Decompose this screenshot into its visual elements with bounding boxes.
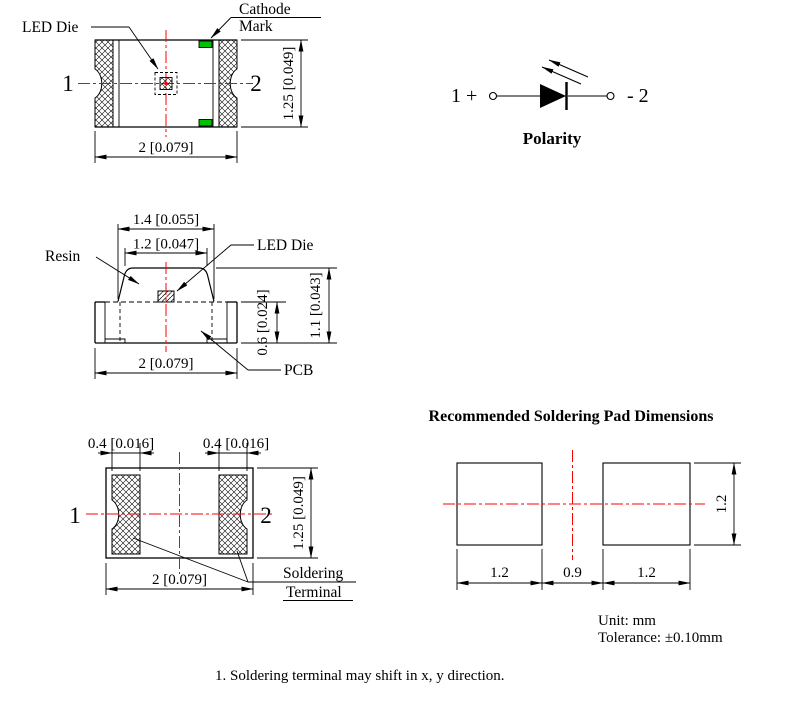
unit-note: Unit: mm — [598, 613, 656, 629]
die-center-dot — [164, 82, 168, 86]
pcb-height-dimension: 0.6 [0.024] — [255, 289, 271, 356]
cathode-label: - 2 — [627, 85, 649, 107]
pin1-label: 1 — [62, 71, 74, 96]
bottom-view — [69, 436, 356, 601]
light-emission-arrow — [549, 60, 588, 77]
pin2-label: 2 — [260, 503, 272, 528]
width-dimension: 2 [0.079] — [152, 572, 207, 588]
width-dimension: 2 [0.079] — [138, 356, 194, 372]
height-dimension: 1.25 [0.049] — [291, 476, 307, 550]
led-die-callout: LED Die — [257, 237, 314, 254]
pad-width-dimension: 1.2 — [637, 565, 656, 581]
cathode-mark-bottom — [199, 120, 212, 127]
pad-height-dimension: 1.2 — [714, 494, 730, 514]
polarity-caption: Polarity — [522, 129, 582, 148]
pin1-label: 1 — [69, 503, 81, 528]
terminal-width-dimension: 0.4 [0.016] — [202, 436, 270, 452]
polarity-diagram — [451, 60, 649, 148]
pin2-label: 2 — [250, 71, 262, 96]
cathode-mark-callout-line2: Mark — [239, 18, 273, 35]
led-die-callout: LED Die — [22, 19, 79, 36]
side-view — [45, 212, 337, 379]
cathode-terminal-node — [607, 93, 614, 100]
resin-callout: Resin — [45, 248, 81, 265]
top-view — [22, 1, 321, 163]
height-dimension: 1.25 [0.049] — [281, 46, 297, 121]
pcb-callout: PCB — [284, 362, 314, 379]
total-height-dimension: 1.1 [0.043] — [308, 272, 324, 339]
resin-top-dimension: 1.2 [0.047] — [132, 236, 200, 253]
anode-terminal-node — [490, 93, 497, 100]
pad-gap-dimension: 0.9 — [563, 565, 582, 581]
soldering-pad-view — [429, 408, 741, 646]
tolerance-note: Tolerance: ±0.10mm — [598, 630, 723, 646]
width-dimension: 2 [0.079] — [138, 140, 194, 156]
resin-base-dimension: 1.4 [0.055] — [132, 212, 200, 228]
diode-triangle — [540, 84, 566, 108]
soldering-terminal-callout-line2: Terminal — [286, 584, 342, 601]
cathode-mark-callout-line1: Cathode — [239, 1, 291, 18]
soldering-terminal-callout-line1: Soldering — [283, 565, 344, 582]
footnote: 1. Soldering terminal may shift in x, y direction. — [215, 668, 505, 684]
anode-label: 1 + — [451, 85, 478, 107]
pad-view-title: Recommended Soldering Pad Dimensions — [428, 408, 714, 425]
cathode-mark-leader — [211, 18, 231, 39]
light-emission-arrow — [542, 67, 581, 84]
cathode-mark-top — [199, 41, 212, 48]
pad-width-dimension: 1.2 — [490, 565, 509, 581]
terminal-width-dimension: 0.4 [0.016] — [87, 436, 155, 452]
